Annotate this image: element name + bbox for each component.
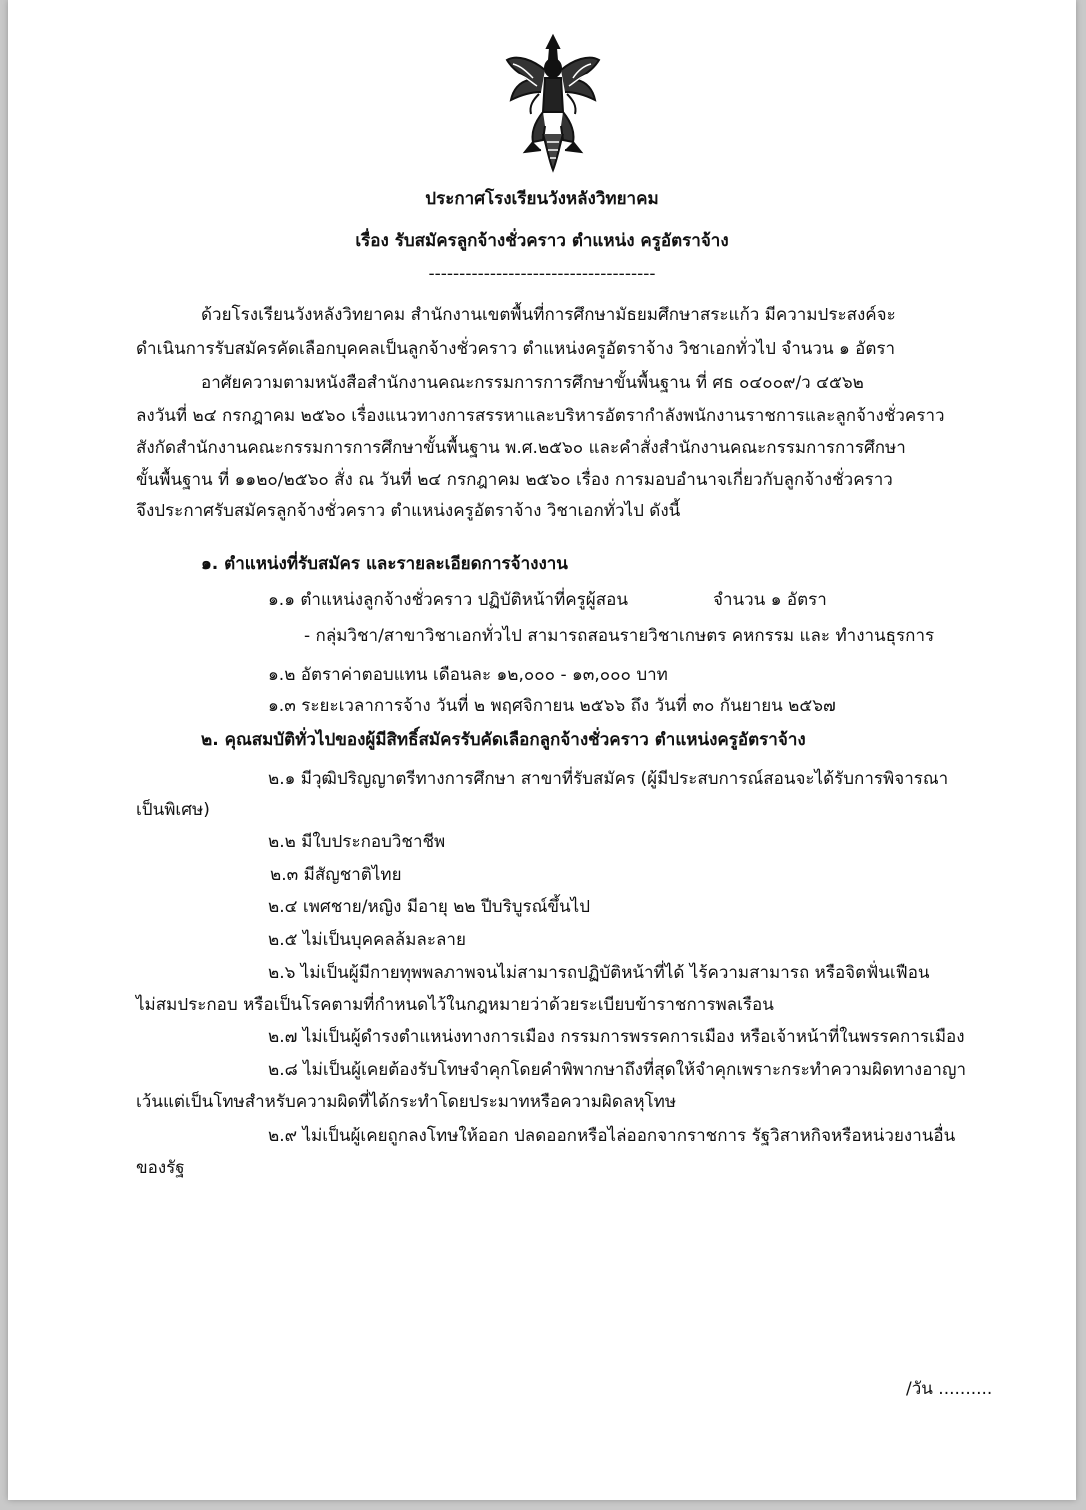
list-item: ๒.๒ มีใบประกอบวิชาชีพ [268, 832, 446, 852]
list-item: ๒.๙ ไม่เป็นผู้เคยถูกลงโทษให้ออก ปลดออกหรือไล่ออกจากราชการ รัฐวิสาหกิจหรือหน่วยงานอื่น [268, 1126, 956, 1146]
list-item: - กลุ่มวิชา/สาขาวิชาเอกทั่วไป สามารถสอนรายวิชาเกษตร คหกรรม และ ทำงานธุรการ [304, 626, 935, 646]
list-item: ๑.๑ ตำแหน่งลูกจ้างชั่วคราว ปฏิบัติหน้าที่ครูผู้สอน [268, 590, 628, 610]
continuation-marker: /วัน .......... [906, 1379, 993, 1399]
list-item: ๒.๑ มีวุฒิปริญญาตรีทางการศึกษา สาขาที่รับสมัคร (ผู้มีประสบการณ์สอนจะได้รับการพิจารณา [268, 769, 949, 789]
document-page [8, 0, 1076, 1500]
list-item: เว้นแต่เป็นโทษสำหรับความผิดที่ได้กระทำโดยประมาทหรือความผิดลหุโทษ [136, 1092, 677, 1112]
list-item: เป็นพิเศษ) [136, 800, 210, 820]
intro-line: ดำเนินการรับสมัครคัดเลือกบุคคลเป็นลูกจ้างชั่วคราว ตำแหน่งครูอัตราจ้าง วิชาเอกทั่วไป จำนวน ๑ อัตรา [136, 339, 896, 359]
list-item: ๒.๕ ไม่เป็นบุคคลล้มละลาย [268, 930, 466, 950]
list-item: ๒.๓ มีสัญชาติไทย [270, 865, 402, 885]
list-item: ๑.๓ ระยะเวลาการจ้าง วันที่ ๒ พฤศจิกายน ๒๕๖๖ ถึง วันที่ ๓๐ กันยายน ๒๕๖๗ [268, 696, 836, 716]
list-item: ไม่สมประกอบ หรือเป็นโรคตามที่กำหนดไว้ในกฎหมายว่าด้วยระเบียบข้าราชการพลเรือน [136, 995, 774, 1015]
list-item: ๒.๔ เพศชาย/หญิง มีอายุ ๒๒ ปีบริบูรณ์ขึ้นไป [268, 897, 590, 917]
position-count: จำนวน ๑ อัตรา [713, 590, 827, 610]
list-item: ๒.๖ ไม่เป็นผู้มีกายทุพพลภาพจนไม่สามารถปฏิบัติหน้าที่ได้ ไร้ความสามารถ หรือจิตฟั่นเฟือน [268, 963, 930, 983]
list-item: ของรัฐ [136, 1158, 185, 1178]
section-heading: ๑. ตำแหน่งที่รับสมัคร และรายละเอียดการจ้างงาน [201, 554, 568, 574]
list-item: ๒.๗ ไม่เป็นผู้ดำรงตำแหน่งทางการเมือง กรรมการพรรคการเมือง หรือเจ้าหน้าที่ในพรรคการเมือง [268, 1027, 965, 1047]
list-item: ๑.๒ อัตราค่าตอบแทน เดือนละ ๑๒,๐๐๐ - ๑๓,๐๐๐ บาท [268, 665, 668, 685]
intro-line: อาศัยความตามหนังสือสำนักงานคณะกรรมการการศึกษาขั้นพื้นฐาน ที่ ศธ ๐๔๐๐๙/ว ๔๕๖๒ [201, 373, 864, 393]
title-divider: ------------------------------------- [428, 264, 656, 284]
list-item: ๒.๘ ไม่เป็นผู้เคยต้องรับโทษจำคุกโดยคำพิพากษาถึงที่สุดให้จำคุกเพราะกระทำความผิดทางอาญา [268, 1060, 966, 1080]
section-heading: ๒. คุณสมบัติทั่วไปของผู้มีสิทธิ์สมัครรับคัดเลือกลูกจ้างชั่วคราว ตำแหน่งครูอัตราจ้าง [201, 730, 806, 750]
intro-line: ขั้นพื้นฐาน ที่ ๑๑๒๐/๒๕๖๐ สั่ง ณ วันที่ ๒๔ กรกฎาคม ๒๕๖๐ เรื่อง การมอบอำนาจเกี่ยวกับลูกจ้างชั่วคราว [136, 470, 893, 490]
intro-line: ด้วยโรงเรียนวังหลังวิทยาคม สำนักงานเขตพื้นที่การศึกษามัธยมศึกษาสระแก้ว มีความประสงค์จะ [201, 305, 896, 325]
page-title: ประกาศโรงเรียนวังหลังวิทยาคม [425, 189, 659, 209]
intro-line: จึงประกาศรับสมัครลูกจ้างชั่วคราว ตำแหน่งครูอัตราจ้าง วิชาเอกทั่วไป ดังนี้ [136, 501, 681, 521]
intro-line: สังกัดสำนักงานคณะกรรมการการศึกษาขั้นพื้นฐาน พ.ศ.๒๕๖๐ และคำสั่งสำนักงานคณะกรรมการการศึกษา [136, 438, 906, 458]
intro-line: ลงวันที่ ๒๔ กรกฎาคม ๒๕๖๐ เรื่องแนวทางการสรรหาและบริหารอัตรากำลังพนักงานราชการและลูกจ้างชั่วคราว [136, 406, 945, 426]
subject-line: เรื่อง รับสมัครลูกจ้างชั่วคราว ตำแหน่ง ครูอัตราจ้าง [355, 231, 729, 251]
garuda-emblem-icon [503, 30, 603, 175]
